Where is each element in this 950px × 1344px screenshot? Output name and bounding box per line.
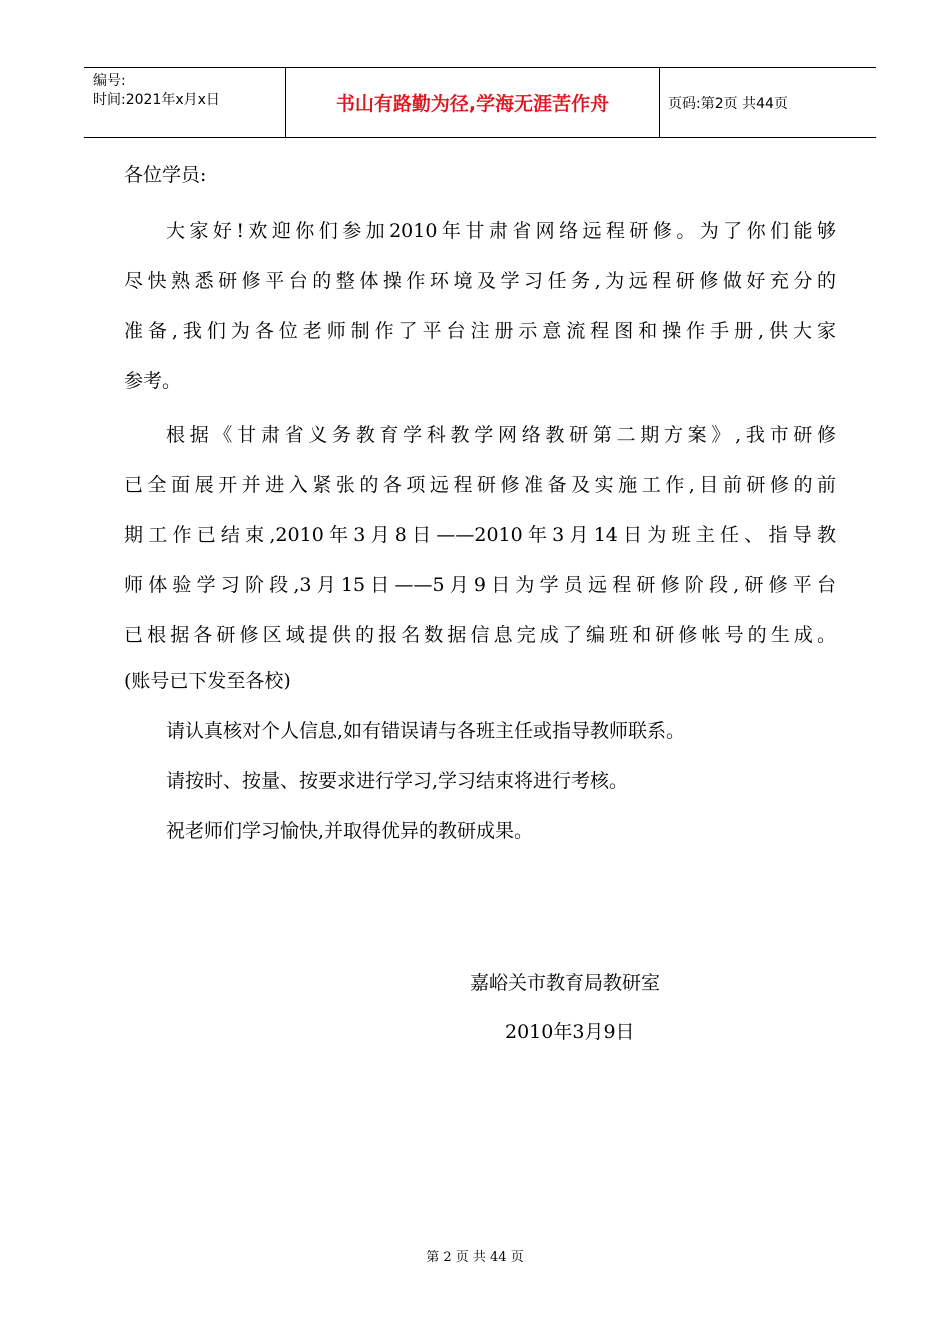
paragraph-line: 请认真核对个人信息,如有错误请与各班主任或指导教师联系。: [166, 720, 686, 742]
paragraph-line: 已全面展开并进入紧张的各项远程研修准备及实施工作,目前研修的前: [124, 474, 836, 496]
paragraph-line: (账号已下发至各校): [124, 670, 291, 692]
paragraph-line: 尽快熟悉研修平台的整体操作环境及学习任务,为远程研修做好充分的: [124, 270, 836, 292]
paragraph-line: 参考。: [124, 370, 182, 392]
salutation: 各位学员:: [124, 164, 207, 186]
header-page-label: 页码:第2页 共44页: [668, 95, 788, 112]
paragraph-line: 准备,我们为各位老师制作了平台注册示意流程图和操作手册,供大家: [124, 320, 836, 342]
document-header: [84, 67, 876, 138]
paragraph-line: 期工作已结束,2010年3月8日——2010年3月14日为班主任、指导教: [124, 524, 836, 546]
paragraph-line: 师体验学习阶段,3月15日——5月9日为学员远程研修阶段,研修平台: [124, 574, 836, 596]
signature-date: 2010年3月9日: [505, 1021, 635, 1043]
time-label: 时间:2021年x月x日: [93, 92, 220, 108]
header-meta: [84, 68, 286, 137]
header-motto: 书山有路勤为径,学海无涯苦作舟: [286, 68, 660, 137]
signature: 嘉峪关市教育局教研室: [470, 972, 661, 994]
paragraph-line: 已根据各研修区域提供的报名数据信息完成了编班和研修帐号的生成。: [124, 624, 836, 646]
page-footer: 第 2 页 共 44 页: [426, 1250, 524, 1265]
paragraph-line: 根据《甘肃省义务教育学科教学网络教研第二期方案》,我市研修: [166, 424, 836, 446]
paragraph-line: 祝老师们学习愉快,并取得优异的教研成果。: [166, 820, 534, 842]
number-label: 编号:: [93, 73, 126, 89]
paragraph-line: 请按时、按量、按要求进行学习,学习结束将进行考核。: [166, 770, 629, 792]
paragraph-line: 大家好!欢迎你们参加2010年甘肃省网络远程研修。为了你们能够: [166, 220, 836, 242]
